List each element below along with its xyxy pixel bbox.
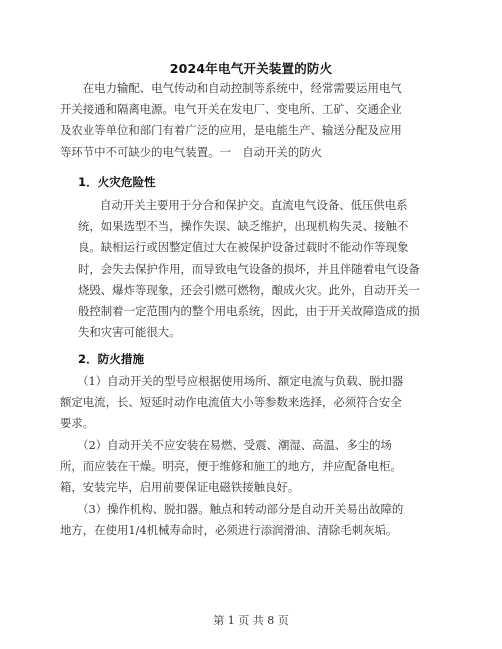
text-line: （2）自动开关不应安装在易燃、受震、潮湿、高温、多尘的场	[60, 438, 392, 452]
text-line: 要求。	[60, 416, 95, 431]
document-title: 2024年电气开关装置的防火	[169, 61, 333, 76]
fire-hazard-paragraph	[78, 195, 448, 343]
text-line: 烧毁、爆炸等现象，还会引燃可燃物，酿成火灾。此外，自动开关一	[78, 282, 420, 297]
text-line: 时，会失去保护作用，而导致电气设备的损坏，并且伴随着电气设备	[78, 261, 420, 276]
text-line: 自动开关主要用于分合和保护交。直流电气设备、低压供电系	[100, 198, 408, 212]
text-line: 在电力输配、电气传动和自动控制等系统中，经常需要运用电气	[60, 81, 402, 95]
text-line: （3）操作机构、脱扣器。触点和转动部分是自动开关易出故障的	[60, 502, 404, 516]
text-line: 般控制着一定范围内的整个用电系统，因此，由于开关故障造成的损	[78, 304, 420, 319]
text-line: 良。缺相运行或因整定值过大在被保护设备过载时不能动作等现象	[78, 240, 409, 255]
text-line: 箱，安装完毕，启用前要保证电磁铁接触良好。	[60, 480, 300, 495]
measure-item-1	[60, 371, 440, 435]
text-line: 失和灾害可能很大。	[78, 325, 181, 340]
section-heading-fire-measures: 2．防火措施	[78, 352, 145, 366]
text-line: （1）自动开关的型号应根据使用场所、额定电流与负载、脱扣器	[60, 374, 404, 388]
text-line: 及农业等单位和部门有着广泛的应用，是电能生产、输送分配及应用	[60, 123, 402, 138]
section-heading-fire-hazard: 1．火灾危险性	[78, 175, 156, 189]
intro-paragraph	[60, 78, 440, 163]
text-line: 等环节中不可缺少的电气装置。一 自动开关的防火	[60, 144, 322, 159]
measure-item-3	[60, 499, 440, 541]
text-line: 所，而应装在干燥。明亮，便于维修和施工的地方，并应配备电柜。	[60, 459, 402, 474]
text-line: 地方，在使用1/4机械寿命时，必须进行添润滑油、清除毛刺灰垢。	[60, 523, 398, 538]
text-line: 开关接通和隔离电源。电气开关在发电厂、变电所、工矿、交通企业	[60, 102, 402, 117]
measure-item-2	[60, 435, 440, 499]
page-number-footer: 第 1 页 共 8 页	[213, 614, 289, 627]
text-line: 额定电流，长、短延时动作电流值大小等参数来选择，必须符合安全	[60, 395, 402, 410]
text-line: 统，如果选型不当，操作失误、缺乏维护，出现机构失灵、接触不	[78, 219, 409, 234]
